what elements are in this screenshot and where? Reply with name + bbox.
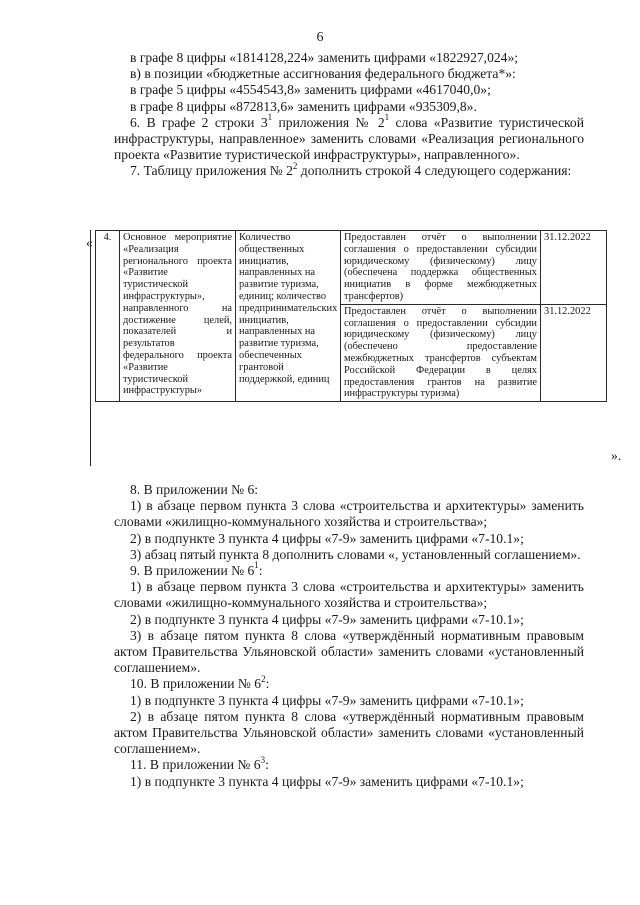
amendments-bottom (114, 482, 584, 790)
item-8-p1: 1) в абзаце первом пункта 3 слова «строительства и архитектуры» заменить словами «жилищно-коммунального хозяйства и строительства»; (114, 498, 584, 530)
page-number: 6 (316, 30, 324, 45)
line-graph8-a: в графе 8 цифры «1814128,224» заменить цифрами «1822927,024»; (130, 50, 519, 65)
table-cell-indicator: Количество общественных инициатив, направленных на развитие туризма, единиц; количество предпринимательских инициатив, направленных на развитие туризма, обеспеченных грантовой поддержкой, единиц (236, 231, 341, 402)
table-cell-event: Основное мероприятие «Реализация регионального проекта «Развитие туристической инфраструктуры», направленного на достижение целей, показателей и результатов федерального проекта «Развитие туристической инфраструктуры» (120, 231, 236, 402)
item-8-head: 8. В приложении № 6: (130, 482, 259, 497)
line-position-b: в) в позиции «бюджетные ассигнования федерального бюджета*»: (130, 66, 516, 82)
table-cell-result-1: Предоставлен отчёт о выполнении соглашения о предоставлении субсидии юридическому (физическому) лицу (обеспечена поддержка общественных инициатив в форме межбюджетных трансфертов) (341, 231, 541, 305)
item-10-head: 10. В приложении № $6^2$: (130, 673, 270, 692)
item-6: 6. В графе 2 строки $3^1$ приложения № $2^1$ слова «Развитие туристической инфраструктуры, направленное» заменить словами «Реализация регионального проекта «Развитие туристической инфраструктуры», направленного». (114, 112, 584, 163)
item-7: 7. Таблицу приложения № $2^2$ дополнить строкой 4 следующего содержания: (130, 160, 572, 179)
table-cell-result-2: Предоставлен отчёт о выполнении соглашения о предоставлении субсидии юридическому (физическому) лицу (обеспечено предоставление межбюджетных трансфертов субъектам Российской Федерации в целях предоставления грантов на развитие инфраструктуры туризма) (341, 304, 541, 401)
amendments-top (114, 50, 584, 180)
table-open-quote: « (86, 235, 93, 250)
table-cell-date-2: 31.12.2022 (541, 304, 607, 401)
item-9-p2: 2) в подпункте 3 пункта 4 цифры «7-9» заменить цифрами «7-10.1»; (130, 611, 524, 627)
table-cell-date-1: 31.12.2022 (541, 231, 607, 305)
item-9-p1: 1) в абзаце первом пункта 3 слова «строительства и архитектуры» заменить словами «жилищно-коммунального хозяйства и строительства»; (114, 579, 584, 611)
item-11-p1: 1) в подпункте 3 пункта 4 цифры «7-9» заменить цифрами «7-10.1»; (130, 773, 524, 789)
item-10-p2: 2) в абзаце пятом пункта 8 слова «утверждённый нормативным правовым актом Правительства Ульяновской области» заменить словами «установленный соглашением». (114, 708, 584, 757)
table-cell-number: 4. (96, 231, 120, 402)
table-insert (86, 228, 626, 468)
item-11-head: 11. В приложении № $6^3$: (130, 754, 269, 773)
item-9-p3: 3) в абзаце пятом пункта 8 слова «утверждённый нормативным правовым актом Правительства Ульяновской области» заменить словами «установленный соглашением». (114, 627, 584, 676)
item-9-head: 9. В приложении № $6^1$: (130, 560, 263, 579)
line-graph5: в графе 5 цифры «4554543,8» заменить цифрами «4617040,0»; (130, 82, 491, 98)
item-8-p3: 3) абзац пятый пункта 8 дополнить словами «, установленный соглашением». (130, 546, 581, 562)
table-close-quote: ». (611, 448, 622, 463)
table-row (96, 231, 607, 305)
item-8-p2: 2) в подпункте 3 пункта 4 цифры «7-9» заменить цифрами «7-10.1»; (130, 530, 524, 546)
line-graph8-b: в графе 8 цифры «872813,6» заменить цифрами «935309,8». (130, 98, 477, 114)
appendix-table-row-4 (95, 230, 607, 402)
item-10-p1: 1) в подпункте 3 пункта 4 цифры «7-9» заменить цифрами «7-10.1»; (130, 692, 524, 708)
